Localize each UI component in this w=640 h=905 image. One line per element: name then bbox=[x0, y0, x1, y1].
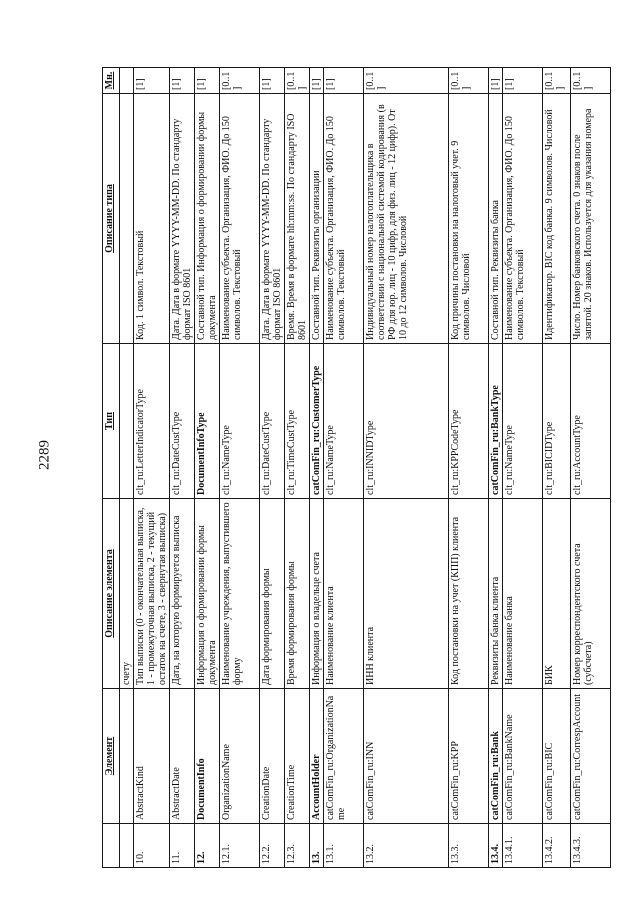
row-element: AbstractDate bbox=[170, 689, 195, 824]
table-row bbox=[364, 68, 449, 868]
continuation-row bbox=[120, 68, 134, 868]
row-number: 11. bbox=[170, 824, 195, 868]
table-row bbox=[134, 68, 170, 868]
schema-elements-table bbox=[102, 67, 611, 868]
row-number: 13.4.1. bbox=[503, 824, 543, 868]
row-description: Дата формирования формы bbox=[260, 499, 285, 689]
row-type-description: Идентификатор. BIC код банка. 9 символов. Числовой bbox=[543, 94, 571, 344]
row-type-description: Наименование субъекта. Организация, ФИО. До 150 символов. Текстовый bbox=[324, 94, 364, 344]
table-row bbox=[285, 68, 310, 868]
row-type-description: Составной тип. Информация о формировании формы документа bbox=[195, 94, 220, 344]
header-description: Описание элемента bbox=[103, 499, 120, 689]
row-number: 12.3. bbox=[285, 824, 310, 868]
row-number: 13.3. bbox=[449, 824, 489, 868]
row-type: clt_ru:NameType bbox=[220, 344, 260, 499]
row-multiplicity: [1] bbox=[170, 68, 195, 94]
header-type-description: Описание типа bbox=[103, 94, 120, 344]
table-row bbox=[195, 68, 220, 868]
row-type: clt_ru:AccountType bbox=[571, 344, 611, 499]
table-row bbox=[449, 68, 489, 868]
row-description: Тип выписки (0 - окончательная выписка, 1 - промежуточная выписка, 2 - текущий остаток на счете, 3 - свернутая выписка) bbox=[134, 499, 170, 689]
row-type-description: Дата. Дата в формате YYYY-MM-DD. По стандарту формат ISO 8601 bbox=[170, 94, 195, 344]
header-element: Элемент bbox=[103, 689, 120, 824]
row-description: Наименование банка bbox=[503, 499, 543, 689]
row-type: clt_ru:LetterIndicatorType bbox=[134, 344, 170, 499]
row-multiplicity: [0..1] bbox=[220, 68, 260, 94]
row-number: 13.4.2. bbox=[543, 824, 571, 868]
row-element: OrganizationName bbox=[220, 689, 260, 824]
row-type: clt_ru:DateCustType bbox=[170, 344, 195, 499]
table-row bbox=[260, 68, 285, 868]
row-type: catComFin_ru:CustomerType bbox=[310, 344, 324, 499]
row-description: Время формирования формы bbox=[285, 499, 310, 689]
row-number: 13.4. bbox=[489, 824, 503, 868]
continuation-text: счету bbox=[120, 499, 134, 689]
row-description: Реквизиты банка клиента bbox=[489, 499, 503, 689]
table-row bbox=[220, 68, 260, 868]
row-element: AbstractKind bbox=[134, 689, 170, 824]
row-element: catComFin_ru:KPP bbox=[449, 689, 489, 824]
row-type: DocumentInfoType bbox=[195, 344, 220, 499]
row-type: clt_ru:BICIDType bbox=[543, 344, 571, 499]
table-row bbox=[310, 68, 324, 868]
row-element: catComFin_ru:CorrespAccount bbox=[571, 689, 611, 824]
row-multiplicity: [0..1] bbox=[364, 68, 449, 94]
row-element: CreationTime bbox=[285, 689, 310, 824]
row-multiplicity: [1] bbox=[260, 68, 285, 94]
row-number: 13.1. bbox=[324, 824, 364, 868]
row-type-description: Составной тип. Реквизиты банка bbox=[489, 94, 503, 344]
table-row bbox=[170, 68, 195, 868]
row-multiplicity: [1] bbox=[310, 68, 324, 94]
row-number: 12.1. bbox=[220, 824, 260, 868]
row-multiplicity: [0..1] bbox=[285, 68, 310, 94]
row-element: catComFin_ru:BIC bbox=[543, 689, 571, 824]
page-number: 2289 bbox=[36, 440, 53, 470]
row-multiplicity: [0..1] bbox=[449, 68, 489, 94]
row-multiplicity: [1] bbox=[134, 68, 170, 94]
table-row bbox=[503, 68, 543, 868]
row-type-description: Время. Время в формате hh:mm:ss. По стандарту ISO 8601 bbox=[285, 94, 310, 344]
row-type-description: Наименование субъекта. Организация, ФИО. До 150 символов. Текстовый bbox=[220, 94, 260, 344]
row-number: 13. bbox=[310, 824, 324, 868]
row-multiplicity: [1] bbox=[489, 68, 503, 94]
row-number: 13.2. bbox=[364, 824, 449, 868]
row-number: 13.4.3. bbox=[571, 824, 611, 868]
table-header-row bbox=[103, 68, 120, 868]
row-multiplicity: [0..1] bbox=[571, 68, 611, 94]
row-type-description: Составной тип. Реквизиты организации bbox=[310, 94, 324, 344]
row-description: Информация о владельце счета bbox=[310, 499, 324, 689]
row-multiplicity: [0..1] bbox=[543, 68, 571, 94]
row-type: catComFin_ru:BankType bbox=[489, 344, 503, 499]
row-element: catComFin_ru:INN bbox=[364, 689, 449, 824]
row-element: catComFin_ru:Bank bbox=[489, 689, 503, 824]
row-number: 10. bbox=[134, 824, 170, 868]
row-number: 12.2. bbox=[260, 824, 285, 868]
header-number bbox=[103, 824, 120, 868]
row-type-description: Код. 1 символ. Текстовый bbox=[134, 94, 170, 344]
row-type: clt_ru:NameType bbox=[324, 344, 364, 499]
row-description: ИНН клиента bbox=[364, 499, 449, 689]
row-description: Номер корреспондентского счета (субсчета) bbox=[571, 499, 611, 689]
row-type-description: Индивидуальный номер налогоплательщика в соответствии с национальной системой кодирования (в РФ для юр. лиц - 10 цифр, для физ. лиц - 12 цифр). От 10 до 12 символов. Числовой bbox=[364, 94, 449, 344]
header-type: Тип bbox=[103, 344, 120, 499]
row-description: Наименование учреждения, выпустившего форму bbox=[220, 499, 260, 689]
row-multiplicity: [1] bbox=[324, 68, 364, 94]
row-type: clt_ru:TimeCustType bbox=[285, 344, 310, 499]
row-description: БИК bbox=[543, 499, 571, 689]
row-type-description: Наименование субъекта. Организация, ФИО. До 150 символов. Текстовый bbox=[503, 94, 543, 344]
row-element: catComFin_ru:BankName bbox=[503, 689, 543, 824]
row-type: clt_ru:NameType bbox=[503, 344, 543, 499]
row-element: catComFin_ru:OrganizationName bbox=[324, 689, 364, 824]
row-element: CreationDate bbox=[260, 689, 285, 824]
row-type: clt_ru:DateCustType bbox=[260, 344, 285, 499]
row-element: AccountHolder bbox=[310, 689, 324, 824]
row-description: Наименование клиента bbox=[324, 499, 364, 689]
header-multiplicity: Мн. bbox=[103, 68, 120, 94]
row-multiplicity: [1] bbox=[195, 68, 220, 94]
row-type: clt_ru:INNIDType bbox=[364, 344, 449, 499]
row-multiplicity: [1] bbox=[503, 68, 543, 94]
table-row bbox=[324, 68, 364, 868]
row-description: Информация о формировании формы документа bbox=[195, 499, 220, 689]
rotated-table-container bbox=[102, 68, 602, 868]
table-row bbox=[571, 68, 611, 868]
row-description: Код постановки на учет (КПП) клиента bbox=[449, 499, 489, 689]
row-element: DocumentInfo bbox=[195, 689, 220, 824]
row-type-description: Дата. Дата в формате YYYY-MM-DD. По стандарту формат ISO 8601 bbox=[260, 94, 285, 344]
row-type-description: Код причины постановки на налоговый учет. 9 символов. Числовой bbox=[449, 94, 489, 344]
row-type-description: Число. Номер банковского счета. 0 знаков после запятой. 20 знаков. Используется для указания номера bbox=[571, 94, 611, 344]
row-number: 12. bbox=[195, 824, 220, 868]
table-row bbox=[489, 68, 503, 868]
row-type: clt_ru:KPPCodeType bbox=[449, 344, 489, 499]
table-row bbox=[543, 68, 571, 868]
row-description: Дата, на которую формируется выписка bbox=[170, 499, 195, 689]
